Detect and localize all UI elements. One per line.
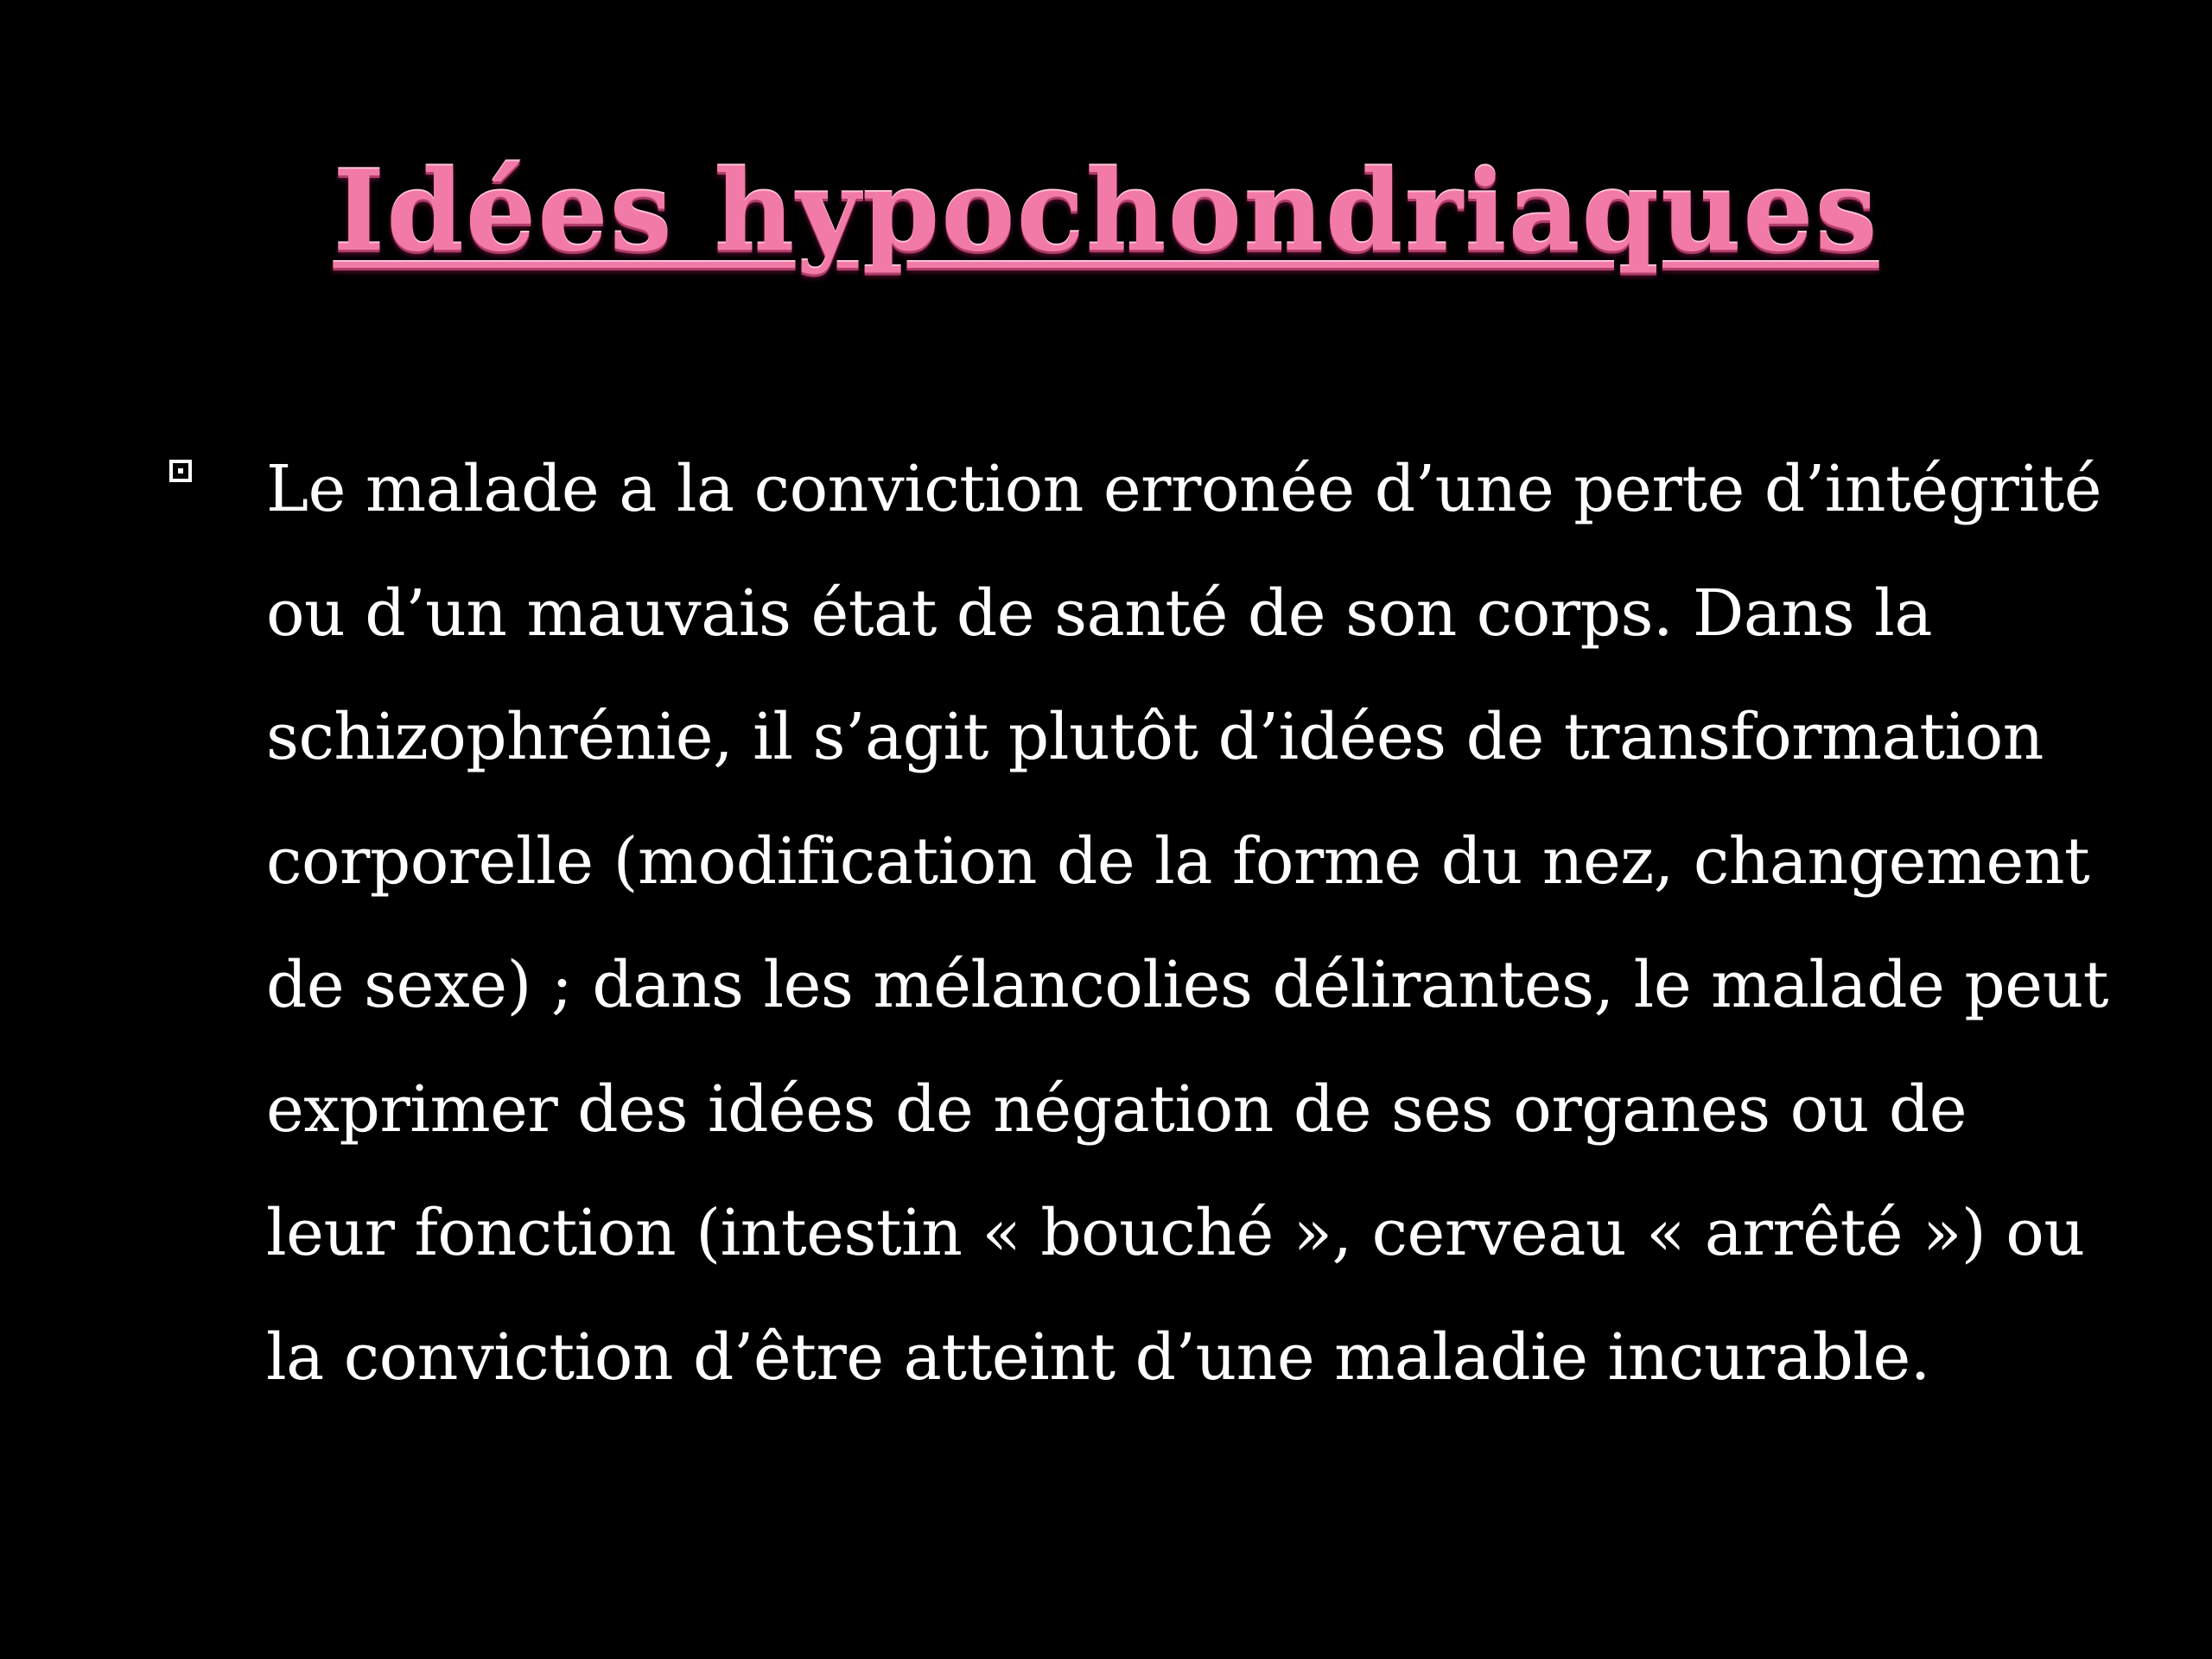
bullet-list (164, 428, 2108, 1420)
slide-title: Idées hypochondriaques (333, 147, 1879, 276)
bullet-text: Le malade a la conviction erronée d’une perte d’intégrité ou d’un mauvais état de santé de son corps. Dans la schizophrénie, il s’agit plutôt d’idées de transformation corporelle (modification de la forme du nez, changement de sexe) ; dans les mélancolies délirantes, le malade peut exprimer des idées de négation de ses organes ou de leur fonction (intestin « bouché », cerveau « arrêté ») ou la conviction d’être atteint d’une maladie incurable. (266, 452, 2108, 1395)
square-bullet-icon (169, 460, 192, 482)
bullet-item (164, 428, 2108, 1420)
